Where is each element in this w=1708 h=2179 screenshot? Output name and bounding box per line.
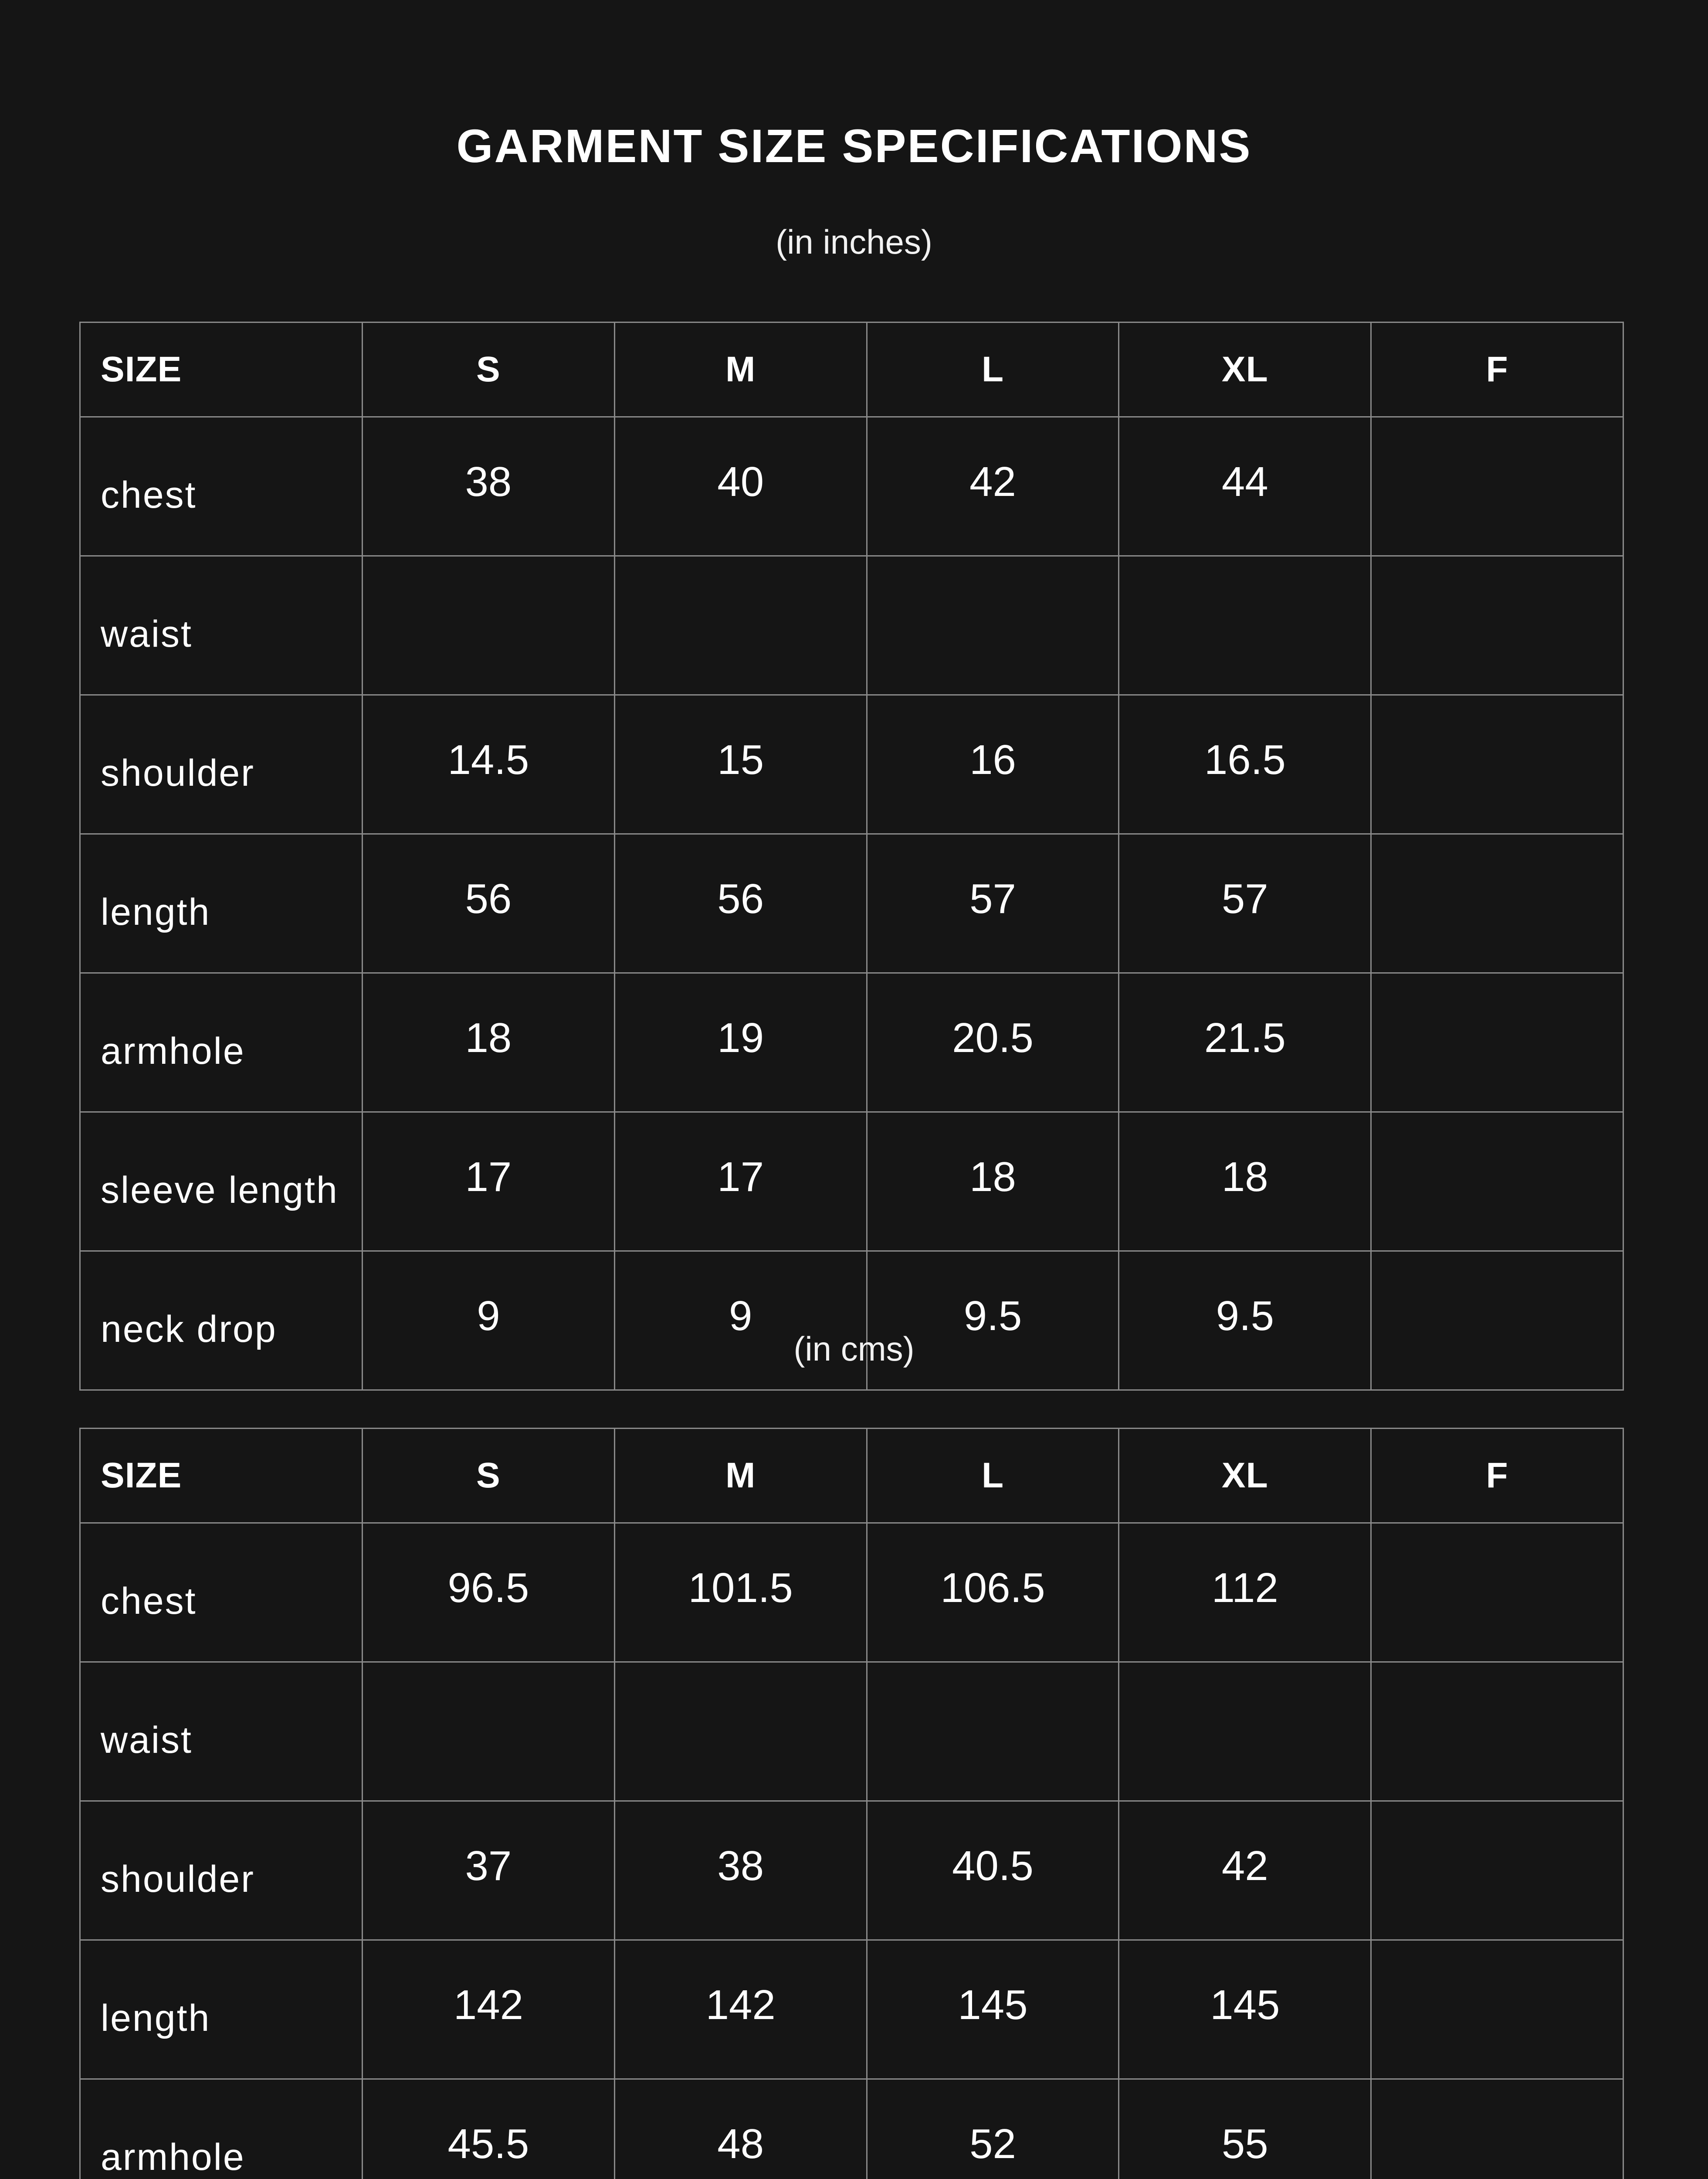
table-cell: 18 — [867, 1112, 1119, 1251]
row-label: armhole — [80, 2079, 363, 2179]
table-cell: 9.5 — [867, 1251, 1119, 1390]
table-cell: 21.5 — [1119, 973, 1371, 1112]
size-table-cms — [79, 1428, 1624, 2179]
table-cell: 52 — [867, 2079, 1119, 2179]
table-cell: 18 — [1119, 1112, 1371, 1251]
table-cell: 142 — [614, 1940, 867, 2079]
column-header-size: SIZE — [80, 1429, 363, 1523]
table-row-shoulder — [80, 1801, 1623, 1940]
table-cell: 96.5 — [363, 1523, 615, 1662]
table-cell: 55 — [1119, 2079, 1371, 2179]
size-table-inches — [79, 322, 1624, 1391]
table-cell — [363, 1662, 615, 1801]
table-row-length — [80, 834, 1623, 973]
row-label: sleeve length — [80, 1112, 363, 1251]
column-header-f: F — [1371, 1429, 1623, 1523]
table-cell: 9 — [614, 1251, 867, 1390]
table-cell: 42 — [1119, 1801, 1371, 1940]
table-cell — [1371, 2079, 1623, 2179]
table-cell — [1371, 695, 1623, 834]
table-cell: 9.5 — [1119, 1251, 1371, 1390]
table-cell: 14.5 — [363, 695, 615, 834]
table-cell — [363, 556, 615, 695]
table-cell: 145 — [1119, 1940, 1371, 2079]
column-header-size: SIZE — [80, 322, 363, 417]
row-label: waist — [80, 556, 363, 695]
table-cell — [1371, 417, 1623, 556]
table-cell: 145 — [867, 1940, 1119, 2079]
row-label: shoulder — [80, 695, 363, 834]
table-cell: 40 — [614, 417, 867, 556]
row-label: neck drop — [80, 1251, 363, 1390]
table-cell — [1371, 1940, 1623, 2079]
table-row-shoulder — [80, 695, 1623, 834]
table-row-chest — [80, 1523, 1623, 1662]
column-header-xl: XL — [1119, 322, 1371, 417]
table-cell: 106.5 — [867, 1523, 1119, 1662]
table-cell — [1119, 1662, 1371, 1801]
table-cell: 17 — [614, 1112, 867, 1251]
row-label: length — [80, 1940, 363, 2079]
table-cell: 16.5 — [1119, 695, 1371, 834]
table-cell: 48 — [614, 2079, 867, 2179]
column-header-f: F — [1371, 322, 1623, 417]
row-label: waist — [80, 1662, 363, 1801]
table-cell — [614, 1662, 867, 1801]
table-cell: 56 — [363, 834, 615, 973]
table-cell: 9 — [363, 1251, 615, 1390]
unit-caption-inches: (in inches) — [776, 223, 932, 261]
table-header-row — [80, 322, 1623, 417]
table-cell — [1371, 1523, 1623, 1662]
table-row-armhole — [80, 973, 1623, 1112]
column-header-s: S — [363, 1429, 615, 1523]
table-cell — [614, 556, 867, 695]
table-row-armhole — [80, 2079, 1623, 2179]
table-cell: 16 — [867, 695, 1119, 834]
table-cell: 44 — [1119, 417, 1371, 556]
table-cell: 18 — [363, 973, 615, 1112]
table-cell: 37 — [363, 1801, 615, 1940]
unit-caption-cms: (in cms) — [793, 1330, 915, 1368]
table-cell — [867, 1662, 1119, 1801]
column-header-m: M — [614, 1429, 867, 1523]
table-cell: 15 — [614, 695, 867, 834]
column-header-l: L — [867, 1429, 1119, 1523]
page-title: GARMENT SIZE SPECIFICATIONS — [456, 119, 1252, 172]
table-cell — [1371, 1112, 1623, 1251]
table-cell: 17 — [363, 1112, 615, 1251]
table-cell: 38 — [614, 1801, 867, 1940]
row-label: armhole — [80, 973, 363, 1112]
table-cell — [1371, 1801, 1623, 1940]
table-cell: 20.5 — [867, 973, 1119, 1112]
row-label: chest — [80, 1523, 363, 1662]
table-cell — [1371, 834, 1623, 973]
table-cell: 101.5 — [614, 1523, 867, 1662]
table-row-length — [80, 1940, 1623, 2079]
table-cell: 57 — [1119, 834, 1371, 973]
table-cell: 40.5 — [867, 1801, 1119, 1940]
table-row-sleeve-length — [80, 1112, 1623, 1251]
table-cell: 142 — [363, 1940, 615, 2079]
column-header-m: M — [614, 322, 867, 417]
column-header-l: L — [867, 322, 1119, 417]
table-row-waist — [80, 1662, 1623, 1801]
table-row-chest — [80, 417, 1623, 556]
table-cell: 19 — [614, 973, 867, 1112]
table-cell — [1371, 973, 1623, 1112]
table-cell — [867, 556, 1119, 695]
table-cell — [1371, 556, 1623, 695]
row-label: shoulder — [80, 1801, 363, 1940]
column-header-s: S — [363, 322, 615, 417]
table-cell: 38 — [363, 417, 615, 556]
table-cell: 42 — [867, 417, 1119, 556]
table-header-row — [80, 1429, 1623, 1523]
table-cell: 57 — [867, 834, 1119, 973]
row-label: length — [80, 834, 363, 973]
column-header-xl: XL — [1119, 1429, 1371, 1523]
row-label: chest — [80, 417, 363, 556]
table-cell: 45.5 — [363, 2079, 615, 2179]
table-cell — [1119, 556, 1371, 695]
table-row-waist — [80, 556, 1623, 695]
table-cell — [1371, 1662, 1623, 1801]
table-cell: 112 — [1119, 1523, 1371, 1662]
table-cell: 56 — [614, 834, 867, 973]
